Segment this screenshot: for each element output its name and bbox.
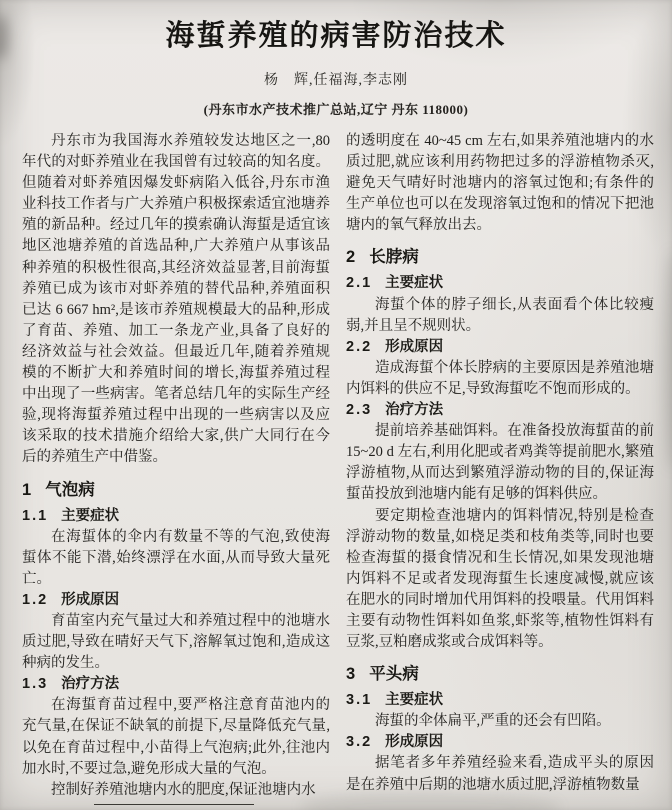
- subsection-title: 治疗方法: [385, 402, 444, 419]
- section-3-heading: [346, 664, 654, 684]
- subsection-number: 1.2: [22, 591, 49, 608]
- continuation-paragraph: 的透明度在 40~45 cm 左右,如果养殖池塘内的水质过肥,就应该利用药物把过多的浮游植物杀灭,避免天气晴好时池塘内的溶氧过饱和;有条件的生产单位也可以在发现溶氧过饱和的情况下把池塘内的氧气释放出去。: [346, 133, 654, 234]
- paragraph-3-1: 海蜇的伞体扁平,严重的还会有凹陷。: [375, 713, 611, 730]
- subsection-number: 3.1: [346, 692, 373, 709]
- subsection-title: 主要症状: [385, 275, 444, 292]
- subsection-1-3-heading: [22, 674, 330, 695]
- subsection-number: 2.3: [346, 402, 373, 419]
- affiliation-line: (丹东市水产技术推广总站,辽宁 丹东 118000): [203, 102, 469, 117]
- subsection-2-3-heading: [346, 400, 654, 421]
- paragraph-2-3b: 要定期检查池塘内的饵料情况,特别是检查浮游动物的数量,如桡足类和枝角类等,同时也要检查海蜇的摄食情况和生长情况,如果发现池塘内饵料不足或者发现海蜇生长速度减慢,就应该在肥水的同时增加代用饵料的投喂量。代用饵料主要有动物性饵料如鱼浆,虾浆等,植物性饵料有豆浆,豆粕磨成浆或合成饵料等。: [346, 507, 654, 651]
- paragraph-2-3a: 提前培养基础饵料。在准备投放海蜇苗的前15~20 d 左右,利用化肥或者鸡粪等提前肥水,繁殖浮游植物,从而达到繁殖浮游动物的目的,保证海蜇苗投放到池塘内能有足够的饵料供应。: [346, 423, 654, 503]
- paragraph-1-3b-truncated: 控制好养殖池塘内水的肥度,保证池塘内水: [51, 781, 316, 798]
- footnote-rule: [94, 804, 254, 805]
- left-column: [22, 131, 330, 810]
- subsection-2-1-heading: [346, 273, 654, 294]
- section-title: 气泡病: [45, 480, 95, 499]
- subsection-1-1-heading: [22, 506, 330, 527]
- section-title: 长脖病: [369, 248, 419, 267]
- subsection-number: 1.3: [22, 676, 49, 693]
- paragraph-2-1: 海蜇个体的脖子细长,从表面看个体比较瘦弱,并且呈不规则状。: [346, 296, 654, 334]
- page-title: 海蜇养殖的病害防治技术: [165, 20, 507, 52]
- section-2-heading: [346, 247, 654, 267]
- body-columns: [22, 131, 654, 810]
- section-number: 3: [346, 665, 357, 684]
- subsection-number: 1.1: [22, 507, 49, 524]
- subsection-1-2-heading: [22, 590, 330, 611]
- section-title: 平头病: [369, 665, 419, 684]
- paragraph-1-3a: 在海蜇育苗过程中,要严格注意育苗池内的充气量,在保证不缺氧的前提下,尽量降低充气量,以免在育苗过程中,小苗得上气泡病;此外,往池内加水时,不要过急,避免形成大量的气泡。: [22, 697, 330, 777]
- subsection-3-2-heading: [346, 732, 654, 753]
- paragraph-3-2-truncated: 据笔者多年养殖经验来看,造成平头的原因是在养殖中后期的池塘水质过肥,浮游植物数量: [346, 755, 654, 793]
- scan-artifact: [664, 250, 672, 470]
- paragraph-1-2: 育苗室内充气量过大和养殖过程中的池塘水质过肥,导致在晴好天气下,溶解氧过饱和,造成这种病的发生。: [22, 612, 330, 672]
- subsection-title: 主要症状: [61, 507, 120, 524]
- subsection-3-1-heading: [346, 690, 654, 711]
- section-number: 2: [346, 248, 357, 267]
- paragraph-1-1: 在海蜇体的伞内有数量不等的气泡,致使海蜇体不能下潜,始终漂浮在水面,从而导致大量死亡。: [22, 528, 330, 587]
- paragraph-2-2: 造成海蜇个体长脖病的主要原因是养殖池塘内饵料的供应不足,导致海蜇吃不饱而形成的。: [346, 359, 654, 397]
- subsection-title: 主要症状: [385, 692, 444, 709]
- authors-line: 杨 辉,任福海,李志刚: [264, 73, 408, 88]
- subsection-title: 形成原因: [385, 338, 444, 355]
- right-column: [346, 131, 654, 810]
- subsection-title: 治疗方法: [61, 676, 120, 693]
- subsection-2-2-heading: [346, 337, 654, 358]
- intro-paragraph: 丹东市为我国海水养殖较发达地区之一,80年代的对虾养殖业在我国曾有过较高的知名度。但随着对虾养殖因爆发虾病陷入低谷,丹东市渔业科技工作者与广大养殖户积极探索适宜池塘养殖的新品种。经过几年的摸索确认海蜇是适宜该地区池塘养殖的首选品种,广大养殖户从事该品种养殖的积极性很高,其经济效益显著,目前海蜇养殖已成为该市对虾养殖的替代品种,养殖面积已达 6 667 hm²,是该市养殖规模最大的品种,形成了育苗、养殖、加工一条龙产业,具备了良好的经济效益与社会效益。但最近几年,随着养殖规模的不断扩大和养殖时间的增长,海蜇养殖过程中出现了一些病害。笔者总结几年的实际生产经验,现将海蜇养殖过程中出现的一些病害以及应该采取的技术措施介绍给大家,供广大同行在今后的养殖生产中借鉴。: [22, 133, 330, 466]
- section-1-heading: [22, 480, 330, 500]
- subsection-number: 3.2: [346, 734, 373, 751]
- subsection-number: 2.1: [346, 275, 373, 292]
- subsection-number: 2.2: [346, 338, 373, 355]
- subsection-title: 形成原因: [61, 591, 120, 608]
- subsection-title: 形成原因: [385, 734, 444, 751]
- section-number: 1: [22, 480, 33, 499]
